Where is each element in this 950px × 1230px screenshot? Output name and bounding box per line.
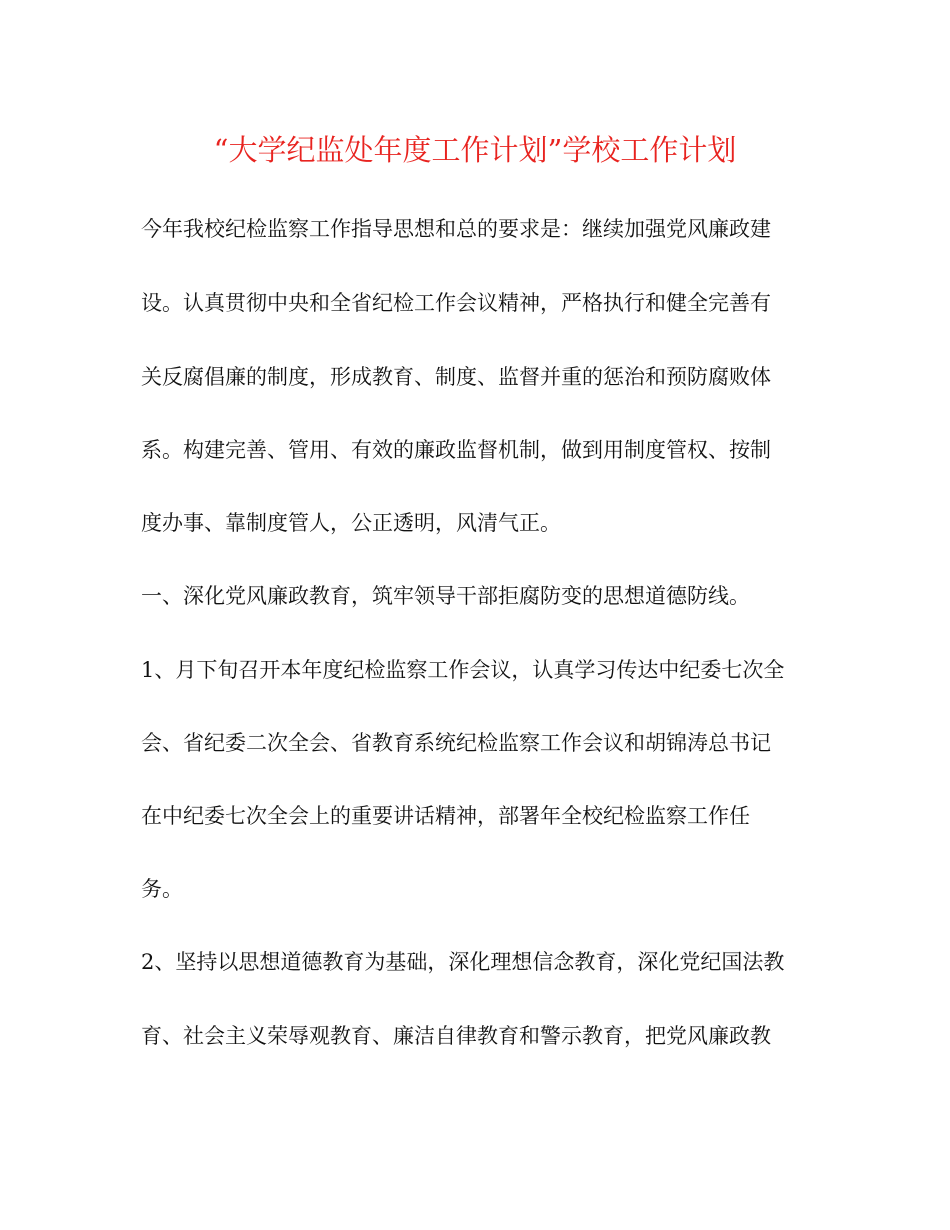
- section-heading: 一、深化党风廉政教育，筑牢领导干部拒腐防变的思想道德防线。: [141, 584, 750, 608]
- paragraph-line: 2、坚持以思想道德教育为基础，深化理想信念教育，深化党纪国法教: [141, 950, 785, 974]
- paragraph-line: 务。: [141, 877, 183, 901]
- paragraph-line: 育、社会主义荣辱观教育、廉洁自律教育和警示教育，把党风廉政教: [141, 1024, 771, 1048]
- paragraph-line: 会、省纪委二次全会、省教育系统纪检监察工作会议和胡锦涛总书记: [141, 731, 771, 755]
- paragraph-line: 关反腐倡廉的制度，形成教育、制度、监督并重的惩治和预防腐败体: [141, 365, 771, 389]
- document-title: “大学纪监处年度工作计划”学校工作计划: [213, 133, 737, 167]
- paragraph-line: 设。认真贯彻中央和全省纪检工作会议精神，严格执行和健全完善有: [141, 291, 771, 315]
- paragraph-line: 1、月下旬召开本年度纪检监察工作会议，认真学习传达中纪委七次全: [141, 658, 785, 682]
- paragraph-line: 度办事、靠制度管人，公正透明，风清气正。: [141, 511, 561, 535]
- paragraph-line: 系。构建完善、管用、有效的廉政监督机制，做到用制度管权、按制: [141, 438, 771, 462]
- paragraph-line: 今年我校纪检监察工作指导思想和总的要求是：继续加强党风廉政建: [141, 217, 771, 241]
- paragraph-line: 在中纪委七次全会上的重要讲话精神，部署年全校纪检监察工作任: [141, 804, 750, 828]
